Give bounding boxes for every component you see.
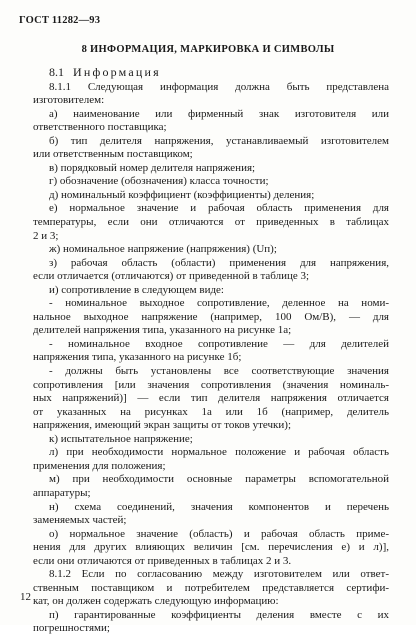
text-line: и) сопротивление в следующем виде: — [49, 283, 224, 296]
subsection-title: Информация — [73, 65, 161, 79]
text-line: заменяемых частей; — [33, 514, 127, 527]
text-line: о) нормальное значение (область) и рабочая область приме- — [49, 527, 389, 540]
text-line: если отличается (отличаются) от приведенной в таблице 3; — [33, 270, 310, 283]
text-line: делителей напряжения типа, указанного на рисунке 1а; — [33, 324, 292, 337]
text-line: - должны быть установлены все соответствующие значения — [49, 365, 389, 378]
subsection-number: 8.1 — [49, 65, 64, 79]
text-line: м) при необходимости основные параметры вспомогательной — [49, 473, 389, 486]
section-title: 8 ИНФОРМАЦИЯ, МАРКИРОВКА И СИМВОЛЫ — [81, 44, 335, 55]
text-line: напряжения, имеющий экран защиты от токов утечки); — [33, 419, 292, 432]
text-line: а) наименование или фирменный знак изготовителя или — [49, 107, 389, 120]
text-line: 2 и 3; — [33, 229, 59, 242]
text-line: сопротивления [или значения сопротивления (значения номиналь- — [33, 378, 389, 391]
text-line: 8.1.1 Следующая информация должна быть представлена — [49, 80, 389, 93]
text-line: л) при необходимости нормальное положение и рабочая область — [49, 446, 389, 459]
text-line: погрешностями; — [33, 622, 110, 635]
document-body — [33, 66, 389, 636]
text-line: температуры, если они отличаются от приведенных в таблицах — [33, 216, 389, 229]
text-line: ответственного поставщика; — [33, 121, 167, 134]
text-line: ных напряжений)] — если тип делителя напряжения отличается — [33, 392, 389, 405]
text-line: - номинальное входное сопротивление — для делителей — [49, 337, 389, 350]
text-line: ственным поставщиком и потребителем представляется сертифи- — [33, 581, 389, 594]
text-line: если они отличаются от приведенных в таблицах 2 и 3. — [33, 554, 292, 567]
text-line: е) нормальное значение и рабочая область применения для — [49, 202, 389, 215]
text-line: от указанных на рисунках 1а или 1б (например, делитель — [33, 405, 389, 418]
subsection-heading — [33, 66, 389, 80]
standard-header: ГОСТ 11282—93 — [19, 15, 101, 26]
text-line: 8.1.2 Если по согласованию между изготовителем или ответ- — [49, 568, 389, 581]
text-line: напряжения типа, указанного на рисунке 1б; — [33, 351, 242, 364]
text-line: з) рабочая область (области) применения для напряжения, — [49, 256, 389, 269]
text-line: нальное выходное напряжение (например, 100 Ом/В), — для — [33, 310, 389, 323]
paragraph-lines — [33, 81, 389, 636]
text-line: или ответственным поставщиком; — [33, 148, 193, 161]
text-line: изготовителем: — [33, 94, 105, 107]
text-line: в) порядковый номер делителя напряжения; — [49, 161, 256, 174]
text-line: н) схема соединений, значения компонентов и перечень — [49, 500, 389, 513]
text-line: аппаратуры; — [33, 486, 91, 499]
text-line: г) обозначение (обозначения) класса точности; — [49, 175, 269, 188]
text-line: применения для положения; — [33, 459, 166, 472]
text-line: д) номинальный коэффициент (коэффициенты) деления; — [49, 188, 315, 201]
text-line: ж) номинальное напряжение (напряжения) (Uп); — [49, 243, 277, 256]
page-number: 12 — [20, 591, 31, 603]
text-line: п) гарантированные коэффициенты деления вместе с их — [49, 608, 389, 621]
text-line: б) тип делителя напряжения, устанавливаемый изготовителем — [49, 134, 389, 147]
text-line: нения для других влияющих величин [см. перечисления е) и л)], — [33, 541, 389, 554]
text-line: кат, он должен содержать следующую информацию: — [33, 595, 279, 608]
text-line: к) испытательное напряжение; — [49, 432, 193, 445]
text-line: - номинальное выходное сопротивление, деленное на номи- — [49, 297, 389, 310]
